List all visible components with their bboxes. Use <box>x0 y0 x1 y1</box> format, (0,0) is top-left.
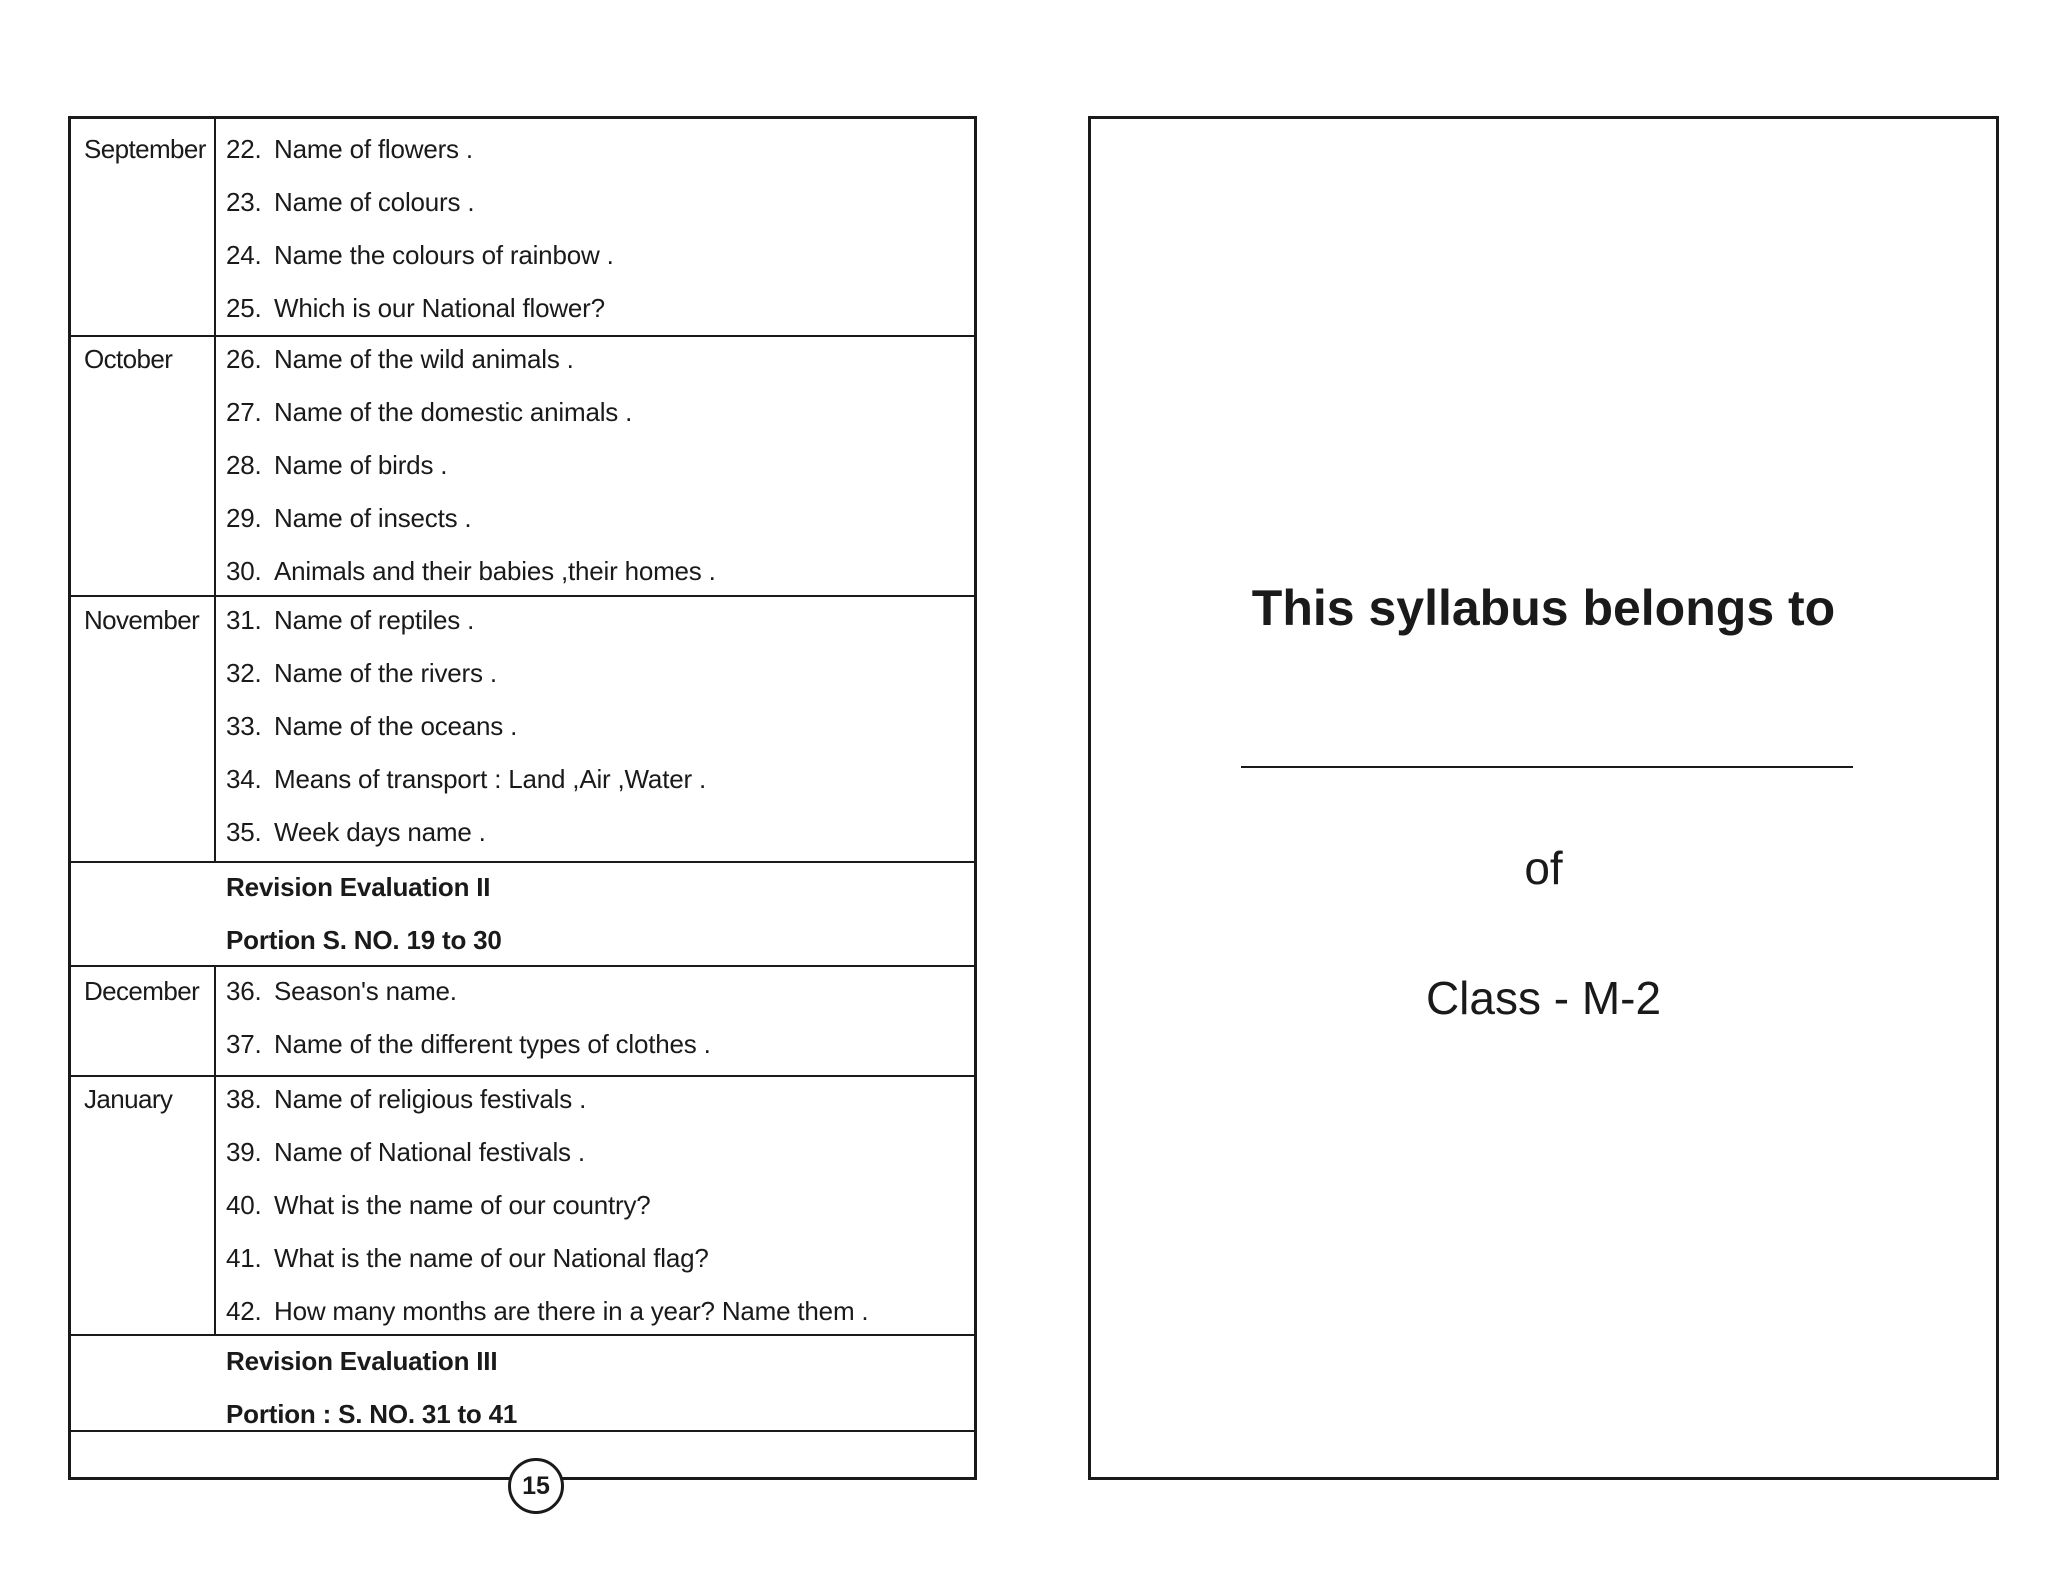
list-item: 30. Animals and their babies ,their homes . <box>226 556 716 586</box>
list-item: 36. Season's name. <box>226 976 457 1006</box>
month-label: December <box>84 976 200 1006</box>
list-item: 31. Name of reptiles . <box>226 605 475 635</box>
belongs-title: This syllabus belongs to <box>1251 580 1836 636</box>
list-item: 39. Name of National festivals . <box>226 1137 585 1167</box>
section-september <box>71 119 974 337</box>
list-item: 40. What is the name of our country? <box>226 1190 651 1220</box>
column-divider <box>214 1075 216 1334</box>
class-label: Class - M-2 <box>1425 972 1662 1024</box>
list-item: 38. Name of religious festivals . <box>226 1084 587 1114</box>
list-item: 22. Name of flowers . <box>226 134 473 164</box>
revision-portion: Portion : S. NO. 31 to 41 <box>226 1399 518 1429</box>
section-revision-2 <box>71 861 974 967</box>
list-item: 25. Which is our National flower? <box>226 293 605 323</box>
list-item: 27. Name of the domestic animals . <box>226 397 633 427</box>
section-december <box>71 965 974 1077</box>
section-november <box>71 595 974 863</box>
list-item: 32. Name of the rivers . <box>226 658 497 688</box>
month-label: November <box>84 605 200 635</box>
ownership-page <box>1088 116 1999 1480</box>
list-item: 34. Means of transport : Land ,Air ,Water . <box>226 764 706 794</box>
list-item: 35. Week days name . <box>226 817 486 847</box>
section-revision-3 <box>71 1334 974 1432</box>
month-label: September <box>84 134 206 164</box>
list-item: 24. Name the colours of rainbow . <box>226 240 614 270</box>
list-item: 41. What is the name of our National flag? <box>226 1243 709 1273</box>
month-label: January <box>84 1084 173 1114</box>
revision-title: Revision Evaluation III <box>226 1346 498 1376</box>
column-divider <box>214 119 216 335</box>
list-item: 42. How many months are there in a year? Name them . <box>226 1296 869 1326</box>
column-divider <box>214 335 216 595</box>
column-divider <box>214 965 216 1075</box>
month-label: October <box>84 344 173 374</box>
syllabus-table <box>68 116 977 1480</box>
column-divider <box>214 595 216 861</box>
revision-portion: Portion S. NO. 19 to 30 <box>226 925 502 955</box>
list-item: 33. Name of the oceans . <box>226 711 518 741</box>
section-january <box>71 1075 974 1336</box>
list-item: 23. Name of colours . <box>226 187 475 217</box>
name-blank-line <box>1241 766 1853 768</box>
list-item: 28. Name of birds . <box>226 450 448 480</box>
section-october <box>71 335 974 597</box>
list-item: 26. Name of the wild animals . <box>226 344 574 374</box>
of-label: of <box>1524 842 1563 894</box>
list-item: 37. Name of the different types of clothes . <box>226 1029 711 1059</box>
list-item: 29. Name of insects . <box>226 503 472 533</box>
revision-title: Revision Evaluation II <box>226 872 491 902</box>
page-number: 15 <box>508 1458 564 1514</box>
